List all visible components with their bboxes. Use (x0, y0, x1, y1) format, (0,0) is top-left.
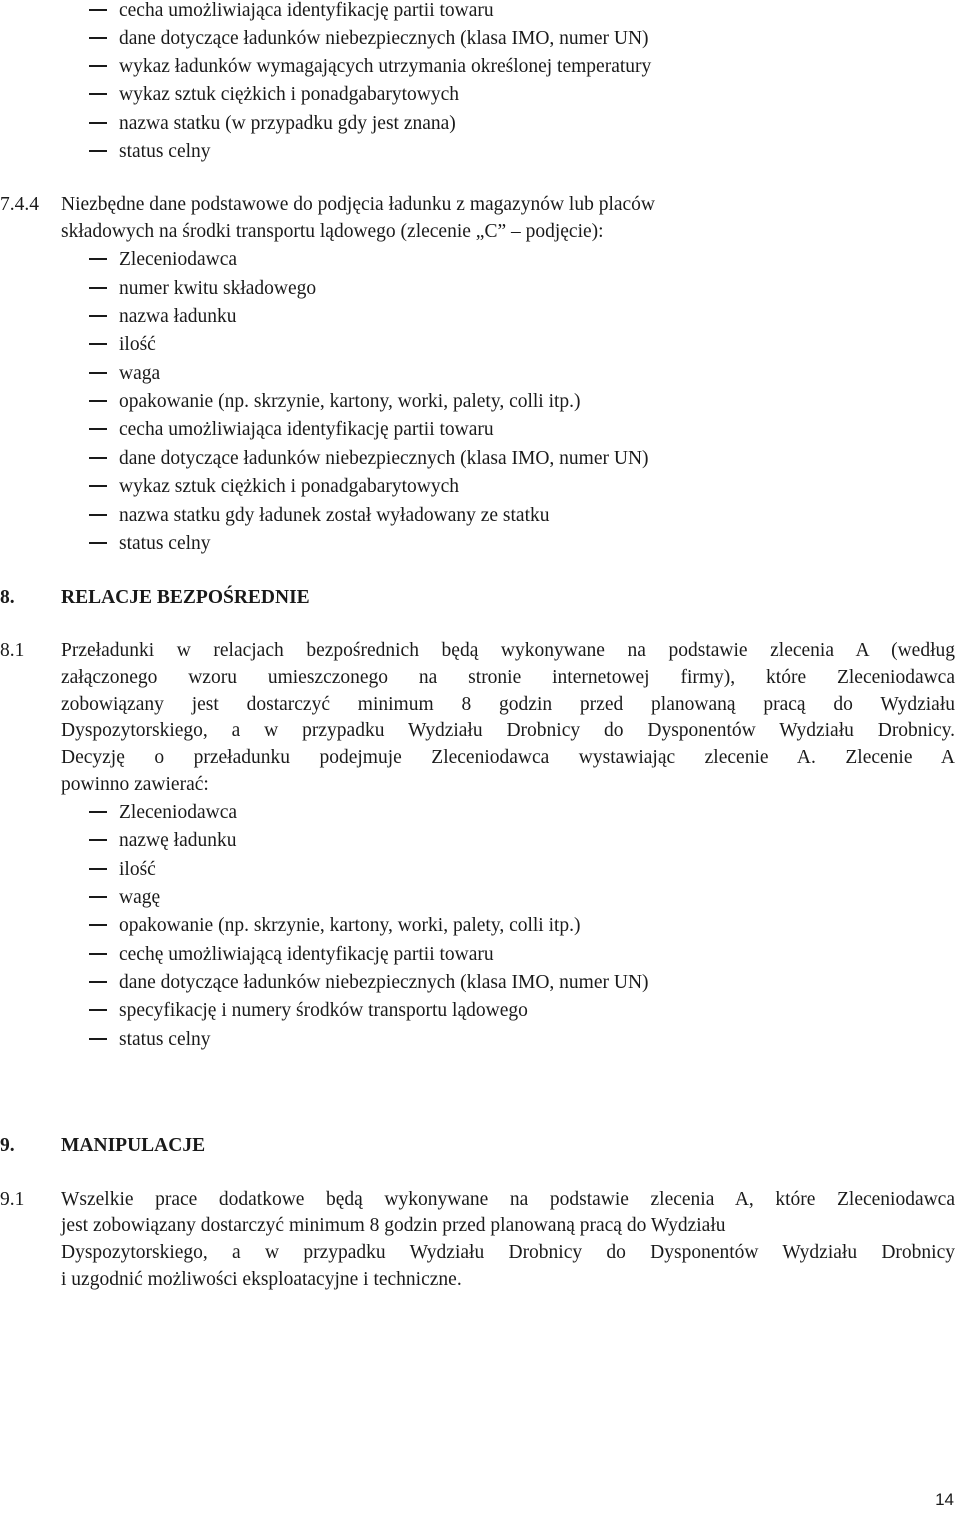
list-item (0, 360, 960, 388)
section-number: 8. (0, 587, 15, 608)
dash-bullet (89, 953, 107, 955)
dash-bullet (89, 258, 107, 260)
list-item (0, 969, 960, 997)
subsection-number: 9.1 (0, 1189, 25, 1210)
list-item (0, 530, 960, 558)
list-item-text: status celny (119, 141, 211, 162)
list-item (0, 0, 960, 25)
list-item-text: status celny (119, 533, 211, 554)
dash-bullet (89, 150, 107, 152)
dash-bullet (89, 1009, 107, 1011)
paragraph-line: składowych na środki transportu lądowego (zlecenie „C” – podjęcie): (61, 221, 604, 242)
dash-bullet (89, 542, 107, 544)
list-item (0, 25, 960, 53)
dash-bullet (89, 896, 107, 898)
dash-bullet (89, 9, 107, 11)
list-item (0, 473, 960, 501)
list-item-text: cecha umożliwiająca identyfikację partii towaru (119, 0, 494, 21)
list-item-text: nazwa statku (w przypadku gdy jest znana) (119, 113, 456, 134)
paragraph-line: jest zobowiązany dostarczyć minimum 8 godzin przed planowaną pracą do Wydziału (61, 1215, 726, 1236)
list-item-text: nazwę ładunku (119, 830, 237, 851)
list-item-text: wykaz sztuk ciężkich i ponadgabarytowych (119, 84, 460, 105)
list-item (0, 275, 960, 303)
list-item (0, 110, 960, 138)
list-item-text: ilość (119, 334, 156, 355)
paragraph-line: Przeładunki w relacjach bezpośrednich będą wykonywane na podstawie zlecenia A (według (61, 640, 955, 661)
dash-bullet (89, 343, 107, 345)
dash-bullet (89, 811, 107, 813)
dash-bullet (89, 287, 107, 289)
dash-bullet (89, 514, 107, 516)
paragraph-line: załączonego wzoru umieszczonego na stronie internetowej firmy), które Zleceniodawca (61, 667, 955, 688)
list-item (0, 246, 960, 274)
dash-bullet (89, 428, 107, 430)
dash-bullet (89, 315, 107, 317)
list-item-text: opakowanie (np. skrzynie, kartony, worki, palety, colli itp.) (119, 391, 581, 412)
list-item (0, 416, 960, 444)
dash-bullet (89, 457, 107, 459)
paragraph-line: i uzgodnić możliwości eksploatacyjne i techniczne. (61, 1269, 462, 1290)
dash-bullet (89, 400, 107, 402)
dash-bullet (89, 924, 107, 926)
paragraph-line: Niezbędne dane podstawowe do podjęcia ładunku z magazynów lub placów (61, 194, 656, 215)
list-item-text: specyfikację i numery środków transportu lądowego (119, 1000, 528, 1021)
paragraph-line: Dyspozytorskiego, a w przypadku Wydziału Drobnicy do Dysponentów Wydziału Drobnicy (61, 1242, 955, 1263)
dash-bullet (89, 839, 107, 841)
list-item (0, 856, 960, 884)
list-item (0, 1026, 960, 1054)
section-title: RELACJE BEZPOŚREDNIE (61, 587, 310, 608)
list-item (0, 799, 960, 827)
dash-bullet (89, 122, 107, 124)
list-item (0, 884, 960, 912)
list-item-text: dane dotyczące ładunków niebezpiecznych (klasa IMO, numer UN) (119, 972, 649, 993)
list-item (0, 445, 960, 473)
section-number: 9. (0, 1135, 15, 1156)
list-item (0, 388, 960, 416)
list-item-text: waga (119, 363, 161, 384)
paragraph-line: Dyspozytorskiego, a w przypadku Wydziału Drobnicy do Dysponentów Wydziału Drobnicy. (61, 720, 955, 741)
dash-bullet (89, 1038, 107, 1040)
subsection-number: 8.1 (0, 640, 25, 661)
list-item (0, 53, 960, 81)
section-title: MANIPULACJE (61, 1135, 206, 1156)
list-item (0, 997, 960, 1025)
list-item-text: Zleceniodawca (119, 802, 238, 823)
dash-bullet (89, 372, 107, 374)
section-number: 7.4.4 (0, 194, 39, 215)
list-item-text: nazwa ładunku (119, 306, 237, 327)
dash-bullet (89, 981, 107, 983)
list-item (0, 303, 960, 331)
list-item-text: status celny (119, 1029, 211, 1050)
paragraph-line: zobowiązany jest dostarczyć minimum 8 godzin przed planowaną pracą do Wydziału (61, 694, 955, 715)
paragraph-line: Decyzję o przeładunku podejmuje Zleceniodawca wystawiając zlecenie A. Zlecenie A (61, 747, 955, 768)
list-item-text: opakowanie (np. skrzynie, kartony, worki, palety, colli itp.) (119, 915, 581, 936)
page-number: 14 (935, 1490, 954, 1509)
list-item-text: cecha umożliwiająca identyfikację partii towaru (119, 419, 494, 440)
paragraph-line: Wszelkie prace dodatkowe będą wykonywane na podstawie zlecenia A, które Zleceniodawca (61, 1189, 955, 1210)
list-item (0, 331, 960, 359)
list-item (0, 138, 960, 166)
list-item (0, 827, 960, 855)
dash-bullet (89, 93, 107, 95)
list-item (0, 912, 960, 940)
dash-bullet (89, 65, 107, 67)
list-item-text: dane dotyczące ładunków niebezpiecznych (klasa IMO, numer UN) (119, 448, 649, 469)
list-item-text: nazwa statku gdy ładunek został wyładowany ze statku (119, 505, 550, 526)
list-item-text: wagę (119, 887, 161, 908)
list-item-text: numer kwitu składowego (119, 278, 317, 299)
list-item (0, 81, 960, 109)
list-item-text: ilość (119, 859, 156, 880)
list-item (0, 502, 960, 530)
dash-bullet (89, 485, 107, 487)
list-item-text: wykaz ładunków wymagających utrzymania określonej temperatury (119, 56, 652, 77)
list-item-text: Zleceniodawca (119, 249, 238, 270)
dash-bullet (89, 37, 107, 39)
list-item-text: dane dotyczące ładunków niebezpiecznych (klasa IMO, numer UN) (119, 28, 649, 49)
list-item (0, 941, 960, 969)
dash-bullet (89, 868, 107, 870)
list-item-text: cechę umożliwiającą identyfikację partii towaru (119, 944, 494, 965)
list-item-text: wykaz sztuk ciężkich i ponadgabarytowych (119, 476, 460, 497)
paragraph-line: powinno zawierać: (61, 774, 209, 795)
